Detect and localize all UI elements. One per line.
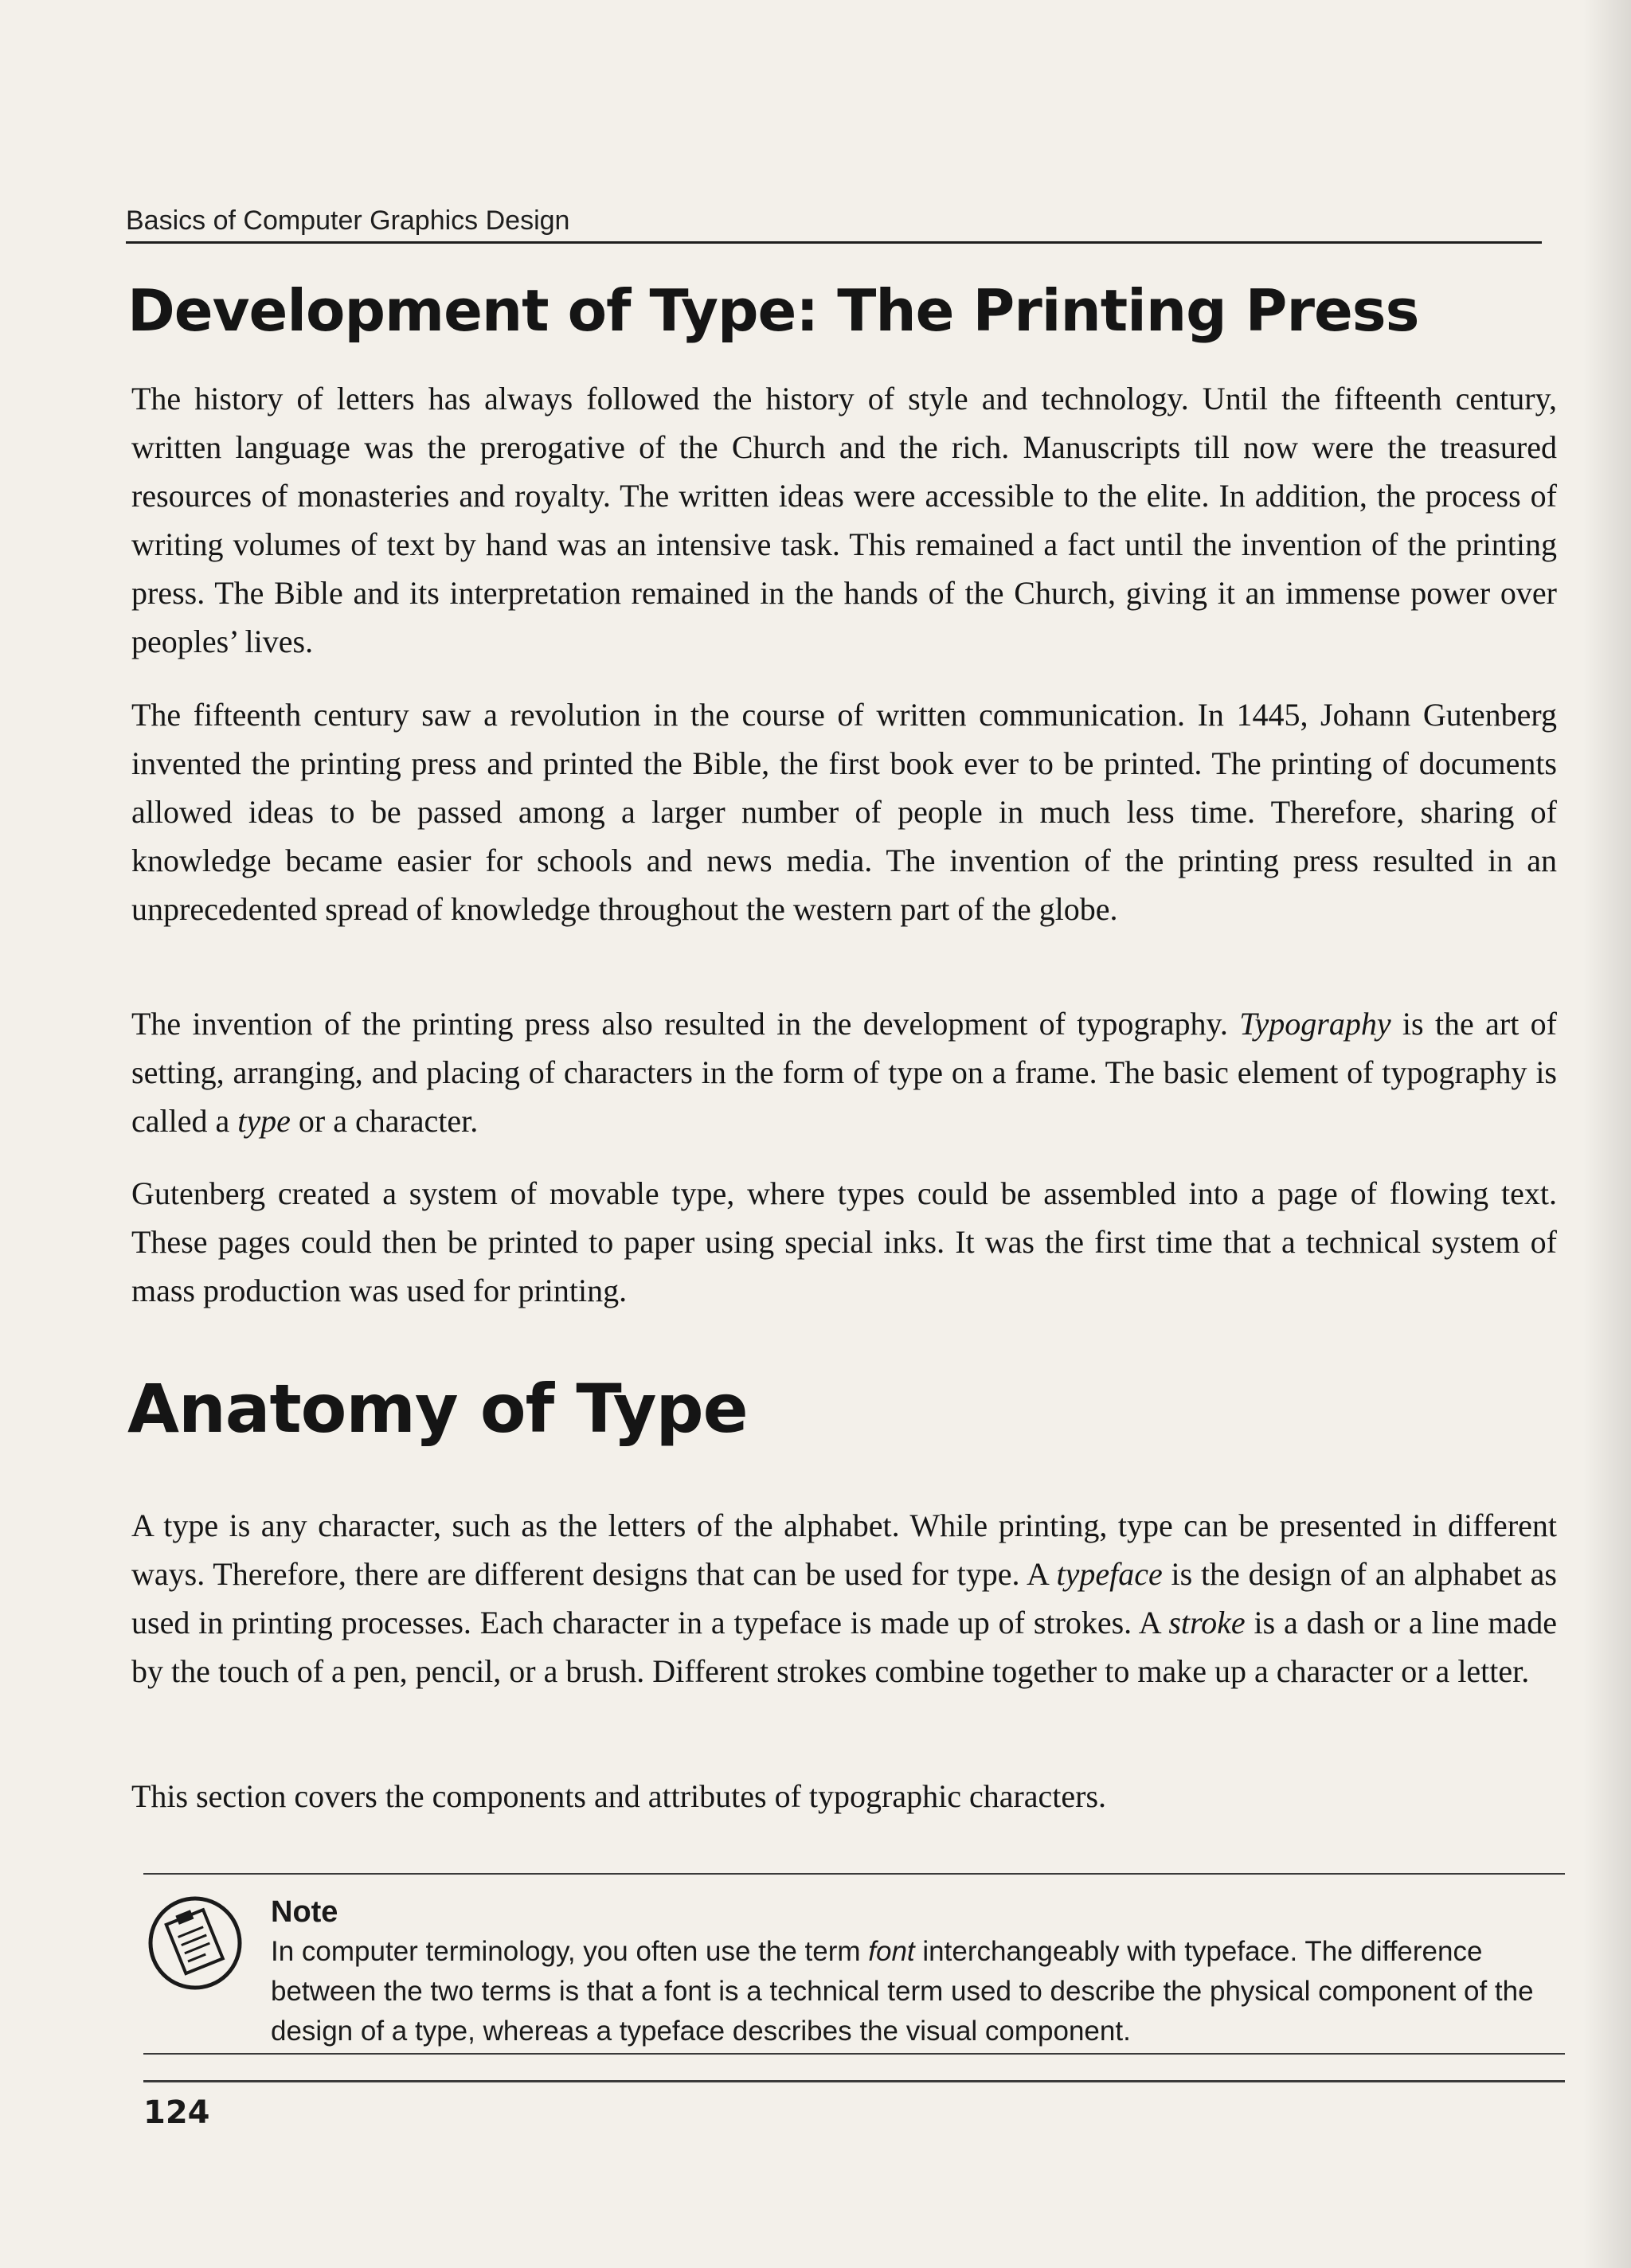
paragraph-typography — [131, 999, 1557, 1145]
paragraph-movable-type: Gutenberg created a system of movable type, where types could be assembled into a page of flowing text. These pages could then be printed to paper using special inks. It was the first time that a technical system of mass production was used for printing. — [131, 1175, 1557, 1308]
page-number: 124 — [143, 2094, 210, 2131]
running-header: Basics of Computer Graphics Design — [126, 205, 1542, 244]
footer-rule — [143, 2080, 1565, 2082]
term-type: type — [237, 1103, 291, 1139]
paragraph-type-definition — [131, 1501, 1557, 1695]
page-edge-shadow — [1583, 0, 1631, 2268]
note-bottom-rule — [143, 2053, 1565, 2055]
note-heading: Note — [271, 1895, 338, 1929]
note-text — [271, 1932, 1565, 2051]
paragraph-text: is a dash or a line made by the touch of a pen, pencil, or a brush. Different strokes combine together to make up a character or a letter. — [131, 1605, 1557, 1689]
paragraph-text: is the design of an alphabet as used in printing processes. Each character in a typeface is made up of strokes. A — [131, 1556, 1557, 1640]
term-font: font — [868, 1936, 915, 1967]
section-title-anatomy-of-type: Anatomy of Type — [127, 1370, 748, 1448]
note-pad-icon — [143, 1891, 247, 1995]
term-typeface: typeface — [1056, 1556, 1163, 1592]
paragraph-text: A type is any character, such as the letters of the alphabet. While printing, type can be presented in different ways. Therefore, there are different designs that can be used for type. A — [131, 1507, 1557, 1592]
paragraph-text: The invention of the printing press also resulted in the development of typography. — [131, 1006, 1240, 1042]
term-typography: Typography — [1239, 1006, 1391, 1042]
paragraph-section-summary: This section covers the components and attributes of typographic characters. — [131, 1778, 1107, 1814]
note-text-part: interchangeably with typeface. The difference between the two terms is that a font is a technical term used to describe the physical component of the design of a type, whereas a typeface describes the visual component. — [271, 1936, 1534, 2047]
term-stroke: stroke — [1168, 1605, 1246, 1640]
paragraph-gutenberg-press: The fifteenth century saw a revolution in the course of written communication. In 1445, Johann Gutenberg invented the printing press and printed the Bible, the first book ever to be printed. The printing of documents allowed ideas to be passed among a larger number of people in much less time. Therefore, sharing of knowledge became easier for schools and news media. The invention of the printing press resulted in an unprecedented spread of knowledge throughout the western part of the globe. — [131, 697, 1557, 927]
paragraph-history-of-letters: The history of letters has always followed the history of style and technology. Until the fifteenth century, written language was the prerogative of the Church and the rich. Manuscripts till now were the treasured resources of monasteries and royalty. The written ideas were accessible to the elite. In addition, the process of writing volumes of text by hand was an intensive task. This remained a fact until the invention of the printing press. The Bible and its interpretation remained in the hands of the Church, giving it an immense power over peoples’ lives. — [131, 381, 1557, 659]
note-text-part: In computer terminology, you often use the term — [271, 1936, 869, 1967]
note-top-rule — [143, 1873, 1565, 1875]
section-title-printing-press: Development of Type: The Printing Press — [127, 277, 1419, 344]
paragraph-text: or a character. — [290, 1103, 479, 1139]
paragraph-text: is the art of setting, arranging, and placing of characters in the form of type on a frame. The basic element of typography is called a — [131, 1006, 1557, 1139]
